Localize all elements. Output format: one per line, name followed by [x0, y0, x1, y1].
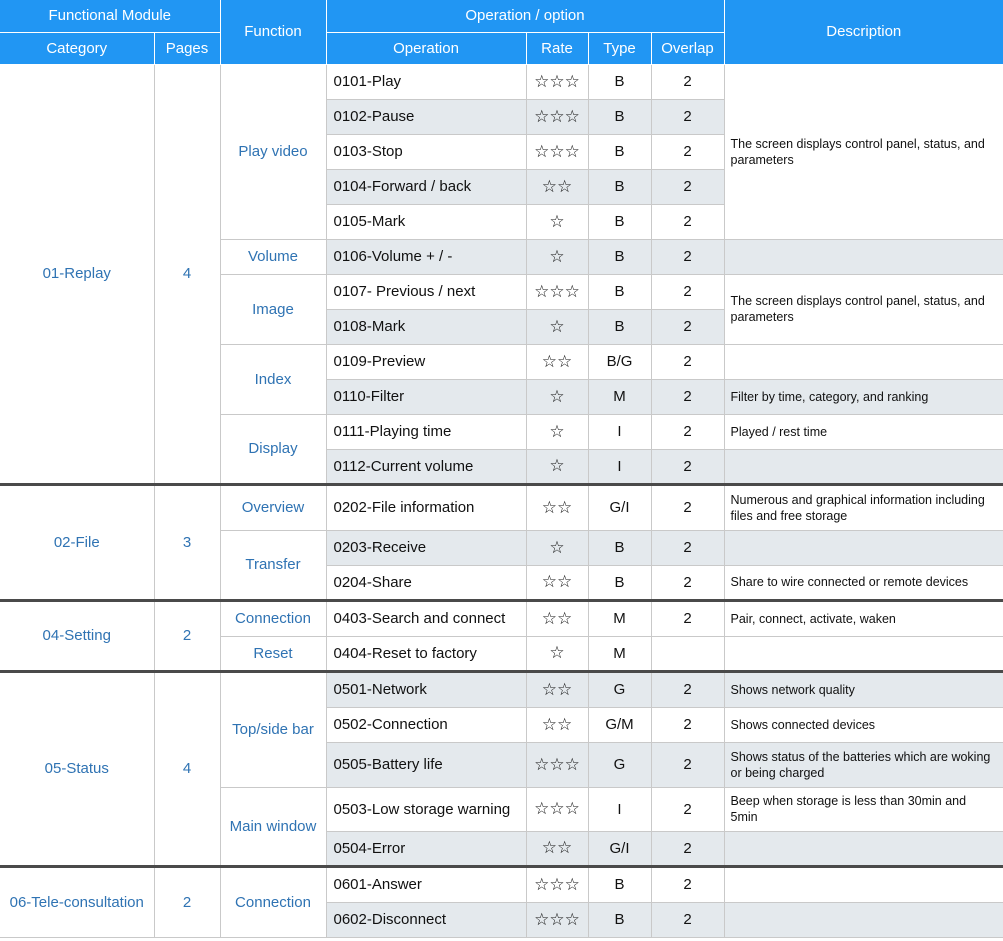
operation-cell: 0109-Preview: [326, 344, 526, 379]
type-cell: B: [588, 134, 651, 169]
function-cell: Volume: [220, 239, 326, 274]
overlap-cell: 2: [651, 64, 724, 99]
header-operation: Operation: [326, 32, 526, 64]
type-cell: G: [588, 742, 651, 787]
rate-stars: ☆☆☆: [526, 274, 588, 309]
description-cell: [724, 831, 1003, 866]
function-cell: Connection: [220, 866, 326, 937]
overlap-cell: 2: [651, 134, 724, 169]
operation-cell: 0102-Pause: [326, 99, 526, 134]
type-cell: B: [588, 64, 651, 99]
type-cell: B: [588, 565, 651, 600]
category-cell: 05-Status: [0, 671, 154, 866]
type-cell: G/I: [588, 484, 651, 530]
operation-cell: 0110-Filter: [326, 379, 526, 414]
overlap-cell: 2: [651, 99, 724, 134]
operation-cell: 0505-Battery life: [326, 742, 526, 787]
rate-stars: ☆: [526, 379, 588, 414]
overlap-cell: 2: [651, 671, 724, 707]
overlap-cell: 2: [651, 204, 724, 239]
overlap-cell: 2: [651, 414, 724, 449]
function-cell: Top/side bar: [220, 671, 326, 787]
description-cell: Shows network quality: [724, 671, 1003, 707]
rate-stars: ☆: [526, 530, 588, 565]
description-cell: [724, 866, 1003, 902]
operation-cell: 0503-Low storage warning: [326, 787, 526, 831]
type-cell: M: [588, 636, 651, 671]
operation-cell: 0105-Mark: [326, 204, 526, 239]
type-cell: G/M: [588, 707, 651, 742]
type-cell: B: [588, 169, 651, 204]
type-cell: G/I: [588, 831, 651, 866]
operation-cell: 0106-Volume + / -: [326, 239, 526, 274]
description-cell: [724, 902, 1003, 937]
type-cell: B: [588, 239, 651, 274]
rate-stars: ☆: [526, 204, 588, 239]
pages-cell: 2: [154, 866, 220, 937]
type-cell: I: [588, 787, 651, 831]
operation-cell: 0403-Search and connect: [326, 600, 526, 636]
description-cell: [724, 239, 1003, 274]
overlap-cell: 2: [651, 449, 724, 484]
type-cell: B: [588, 204, 651, 239]
pages-cell: 4: [154, 671, 220, 866]
function-cell: Display: [220, 414, 326, 484]
rate-stars: ☆☆: [526, 600, 588, 636]
rate-stars: ☆☆: [526, 484, 588, 530]
rate-stars: ☆☆☆: [526, 742, 588, 787]
description-cell: [724, 636, 1003, 671]
type-cell: B: [588, 902, 651, 937]
rate-stars: ☆☆: [526, 169, 588, 204]
overlap-cell: 2: [651, 344, 724, 379]
overlap-cell: 2: [651, 600, 724, 636]
type-cell: B: [588, 309, 651, 344]
pages-cell: 3: [154, 484, 220, 600]
rate-stars: ☆☆: [526, 707, 588, 742]
description-cell: [724, 449, 1003, 484]
type-cell: M: [588, 600, 651, 636]
overlap-cell: 2: [651, 831, 724, 866]
header-function: Function: [220, 0, 326, 64]
header-operation-option: Operation / option: [326, 0, 724, 32]
rate-stars: ☆☆: [526, 565, 588, 600]
rate-stars: ☆: [526, 449, 588, 484]
rate-stars: ☆☆☆: [526, 866, 588, 902]
rate-stars: ☆☆: [526, 671, 588, 707]
description-cell: [724, 344, 1003, 379]
function-cell: Play video: [220, 64, 326, 239]
operation-cell: 0601-Answer: [326, 866, 526, 902]
overlap-cell: 2: [651, 902, 724, 937]
type-cell: G: [588, 671, 651, 707]
description-cell: Filter by time, category, and ranking: [724, 379, 1003, 414]
description-cell: Shows status of the batteries which are woking or being charged: [724, 742, 1003, 787]
rate-stars: ☆☆☆: [526, 99, 588, 134]
operation-cell: 0108-Mark: [326, 309, 526, 344]
category-cell: 04-Setting: [0, 600, 154, 671]
description-cell: Beep when storage is less than 30min and 5min: [724, 787, 1003, 831]
operation-cell: 0504-Error: [326, 831, 526, 866]
table-row: [0, 866, 1003, 902]
description-cell: The screen displays control panel, status, and parameters: [724, 64, 1003, 239]
rate-stars: ☆☆☆: [526, 64, 588, 99]
operation-cell: 0112-Current volume: [326, 449, 526, 484]
operation-cell: 0101-Play: [326, 64, 526, 99]
header-rate: Rate: [526, 32, 588, 64]
operation-cell: 0203-Receive: [326, 530, 526, 565]
type-cell: I: [588, 449, 651, 484]
overlap-cell: 2: [651, 530, 724, 565]
table-row: [0, 671, 1003, 707]
operation-cell: 0502-Connection: [326, 707, 526, 742]
function-cell: Reset: [220, 636, 326, 671]
function-cell: Index: [220, 344, 326, 414]
overlap-cell: 2: [651, 379, 724, 414]
overlap-cell: 2: [651, 169, 724, 204]
rate-stars: ☆: [526, 239, 588, 274]
header-type: Type: [588, 32, 651, 64]
operation-cell: 0104-Forward / back: [326, 169, 526, 204]
rate-stars: ☆☆☆: [526, 134, 588, 169]
function-cell: Overview: [220, 484, 326, 530]
overlap-cell: 2: [651, 274, 724, 309]
type-cell: B/G: [588, 344, 651, 379]
function-cell: Main window: [220, 787, 326, 866]
rate-stars: ☆: [526, 414, 588, 449]
function-cell: Image: [220, 274, 326, 344]
table-row: [0, 484, 1003, 530]
rate-stars: ☆☆: [526, 344, 588, 379]
operation-cell: 0204-Share: [326, 565, 526, 600]
rate-stars: ☆: [526, 309, 588, 344]
category-cell: 02-File: [0, 484, 154, 600]
description-cell: Shows connected devices: [724, 707, 1003, 742]
operation-cell: 0202-File information: [326, 484, 526, 530]
type-cell: B: [588, 530, 651, 565]
description-cell: [724, 530, 1003, 565]
header-description: Description: [724, 0, 1003, 64]
pages-cell: 4: [154, 64, 220, 484]
table-row: [0, 64, 1003, 99]
overlap-cell: 2: [651, 866, 724, 902]
operation-cell: 0107- Previous / next: [326, 274, 526, 309]
description-cell: Share to wire connected or remote devices: [724, 565, 1003, 600]
rate-stars: ☆☆: [526, 831, 588, 866]
function-cell: Connection: [220, 600, 326, 636]
type-cell: M: [588, 379, 651, 414]
operation-cell: 0602-Disconnect: [326, 902, 526, 937]
header-overlap: Overlap: [651, 32, 724, 64]
type-cell: I: [588, 414, 651, 449]
overlap-cell: 2: [651, 742, 724, 787]
pages-cell: 2: [154, 600, 220, 671]
description-cell: Played / rest time: [724, 414, 1003, 449]
overlap-cell: 2: [651, 565, 724, 600]
operation-cell: 0404-Reset to factory: [326, 636, 526, 671]
operation-cell: 0501-Network: [326, 671, 526, 707]
type-cell: B: [588, 99, 651, 134]
table-row: [0, 600, 1003, 636]
rate-stars: ☆☆☆: [526, 902, 588, 937]
type-cell: B: [588, 866, 651, 902]
overlap-cell: 2: [651, 707, 724, 742]
type-cell: B: [588, 274, 651, 309]
operation-cell: 0103-Stop: [326, 134, 526, 169]
operation-cell: 0111-Playing time: [326, 414, 526, 449]
overlap-cell: 2: [651, 309, 724, 344]
header-category: Category: [0, 32, 154, 64]
rate-stars: ☆☆☆: [526, 787, 588, 831]
description-cell: Numerous and graphical information including files and free storage: [724, 484, 1003, 530]
overlap-cell: 2: [651, 239, 724, 274]
description-cell: Pair, connect, activate, waken: [724, 600, 1003, 636]
overlap-cell: 2: [651, 484, 724, 530]
rate-stars: ☆: [526, 636, 588, 671]
header-pages: Pages: [154, 32, 220, 64]
overlap-cell: [651, 636, 724, 671]
header-functional-module: Functional Module: [0, 0, 220, 32]
category-cell: 01-Replay: [0, 64, 154, 484]
description-cell: The screen displays control panel, status, and parameters: [724, 274, 1003, 344]
function-cell: Transfer: [220, 530, 326, 600]
overlap-cell: 2: [651, 787, 724, 831]
category-cell: 06-Tele-consultation: [0, 866, 154, 937]
